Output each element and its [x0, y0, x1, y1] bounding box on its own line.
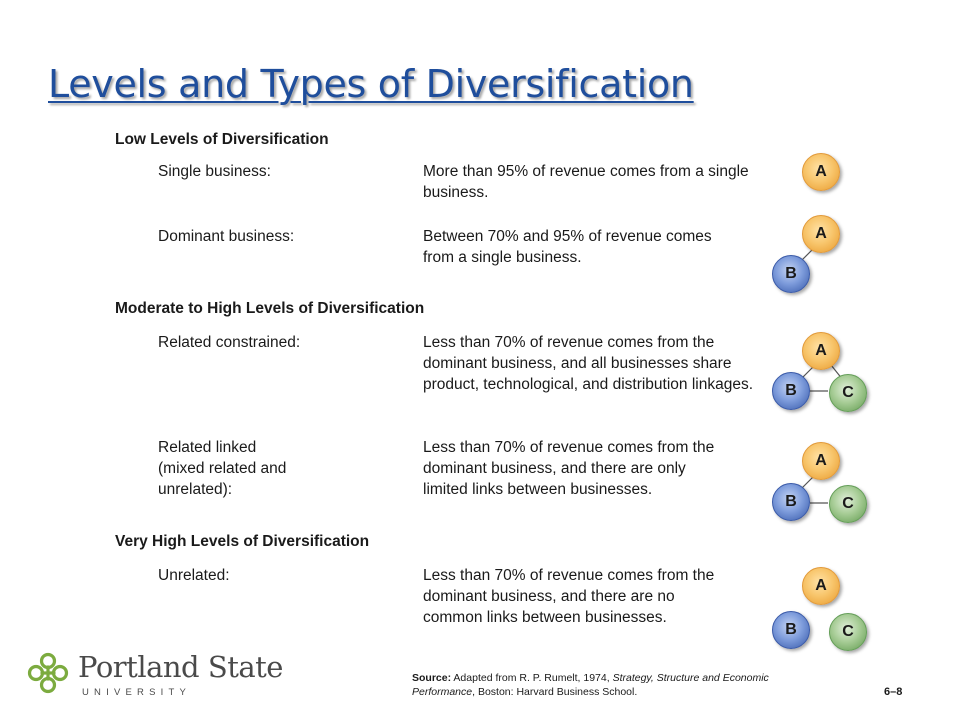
label-dominant-business: Dominant business: [158, 228, 295, 245]
source-label: Source: [412, 672, 452, 684]
label-related-constrained: Related constrained: [158, 334, 301, 351]
heading-very-high-levels: Very High Levels of Diversification [115, 533, 370, 550]
desc-related-linked: Less than 70% of revenue comes from the dominant business, and there are only limited links between businesses. [423, 439, 715, 498]
label-unrelated: Unrelated: [158, 567, 230, 584]
source-book-title: Strategy, Structure and Economic Performance [412, 672, 769, 698]
node-single-a: A [802, 153, 840, 191]
desc-related-constrained: Less than 70% of revenue comes from the dominant business, and all businesses share product, technological, and distribution linkages. [423, 334, 754, 393]
node-linked-b: B [772, 483, 810, 521]
logo-subtitle: UNIVERSITY [82, 687, 192, 698]
node-constrained-c: C [829, 374, 867, 412]
heading-low-levels: Low Levels of Diversification [115, 131, 329, 148]
node-linked-a: A [802, 442, 840, 480]
label-single-business: Single business: [158, 163, 271, 180]
portland-state-logo-icon [27, 652, 69, 694]
logo-name: Portland State [78, 650, 283, 684]
label-related-linked: Related linked (mixed related and unrelated): [158, 439, 287, 498]
node-constrained-a: A [802, 332, 840, 370]
source-text-1: Adapted from R. P. Rumelt, 1974, [451, 672, 613, 684]
desc-single-business: More than 95% of revenue comes from a single business. [423, 163, 749, 201]
source-citation [412, 671, 792, 699]
desc-unrelated: Less than 70% of revenue comes from the dominant business, and there are no common links between businesses. [423, 567, 715, 626]
node-dominant-b: B [772, 255, 810, 293]
node-unrelated-a: A [802, 567, 840, 605]
heading-moderate-levels: Moderate to High Levels of Diversification [115, 300, 425, 317]
node-linked-c: C [829, 485, 867, 523]
page-title: Levels and Types of Diversification [48, 62, 694, 106]
desc-dominant-business: Between 70% and 95% of revenue comes from a single business. [423, 228, 712, 266]
node-unrelated-c: C [829, 613, 867, 651]
node-constrained-b: B [772, 372, 810, 410]
source-text-2: , Boston: Harvard Business School. [472, 686, 638, 698]
page-number: 6–8 [884, 686, 903, 698]
node-dominant-a: A [802, 215, 840, 253]
node-unrelated-b: B [772, 611, 810, 649]
